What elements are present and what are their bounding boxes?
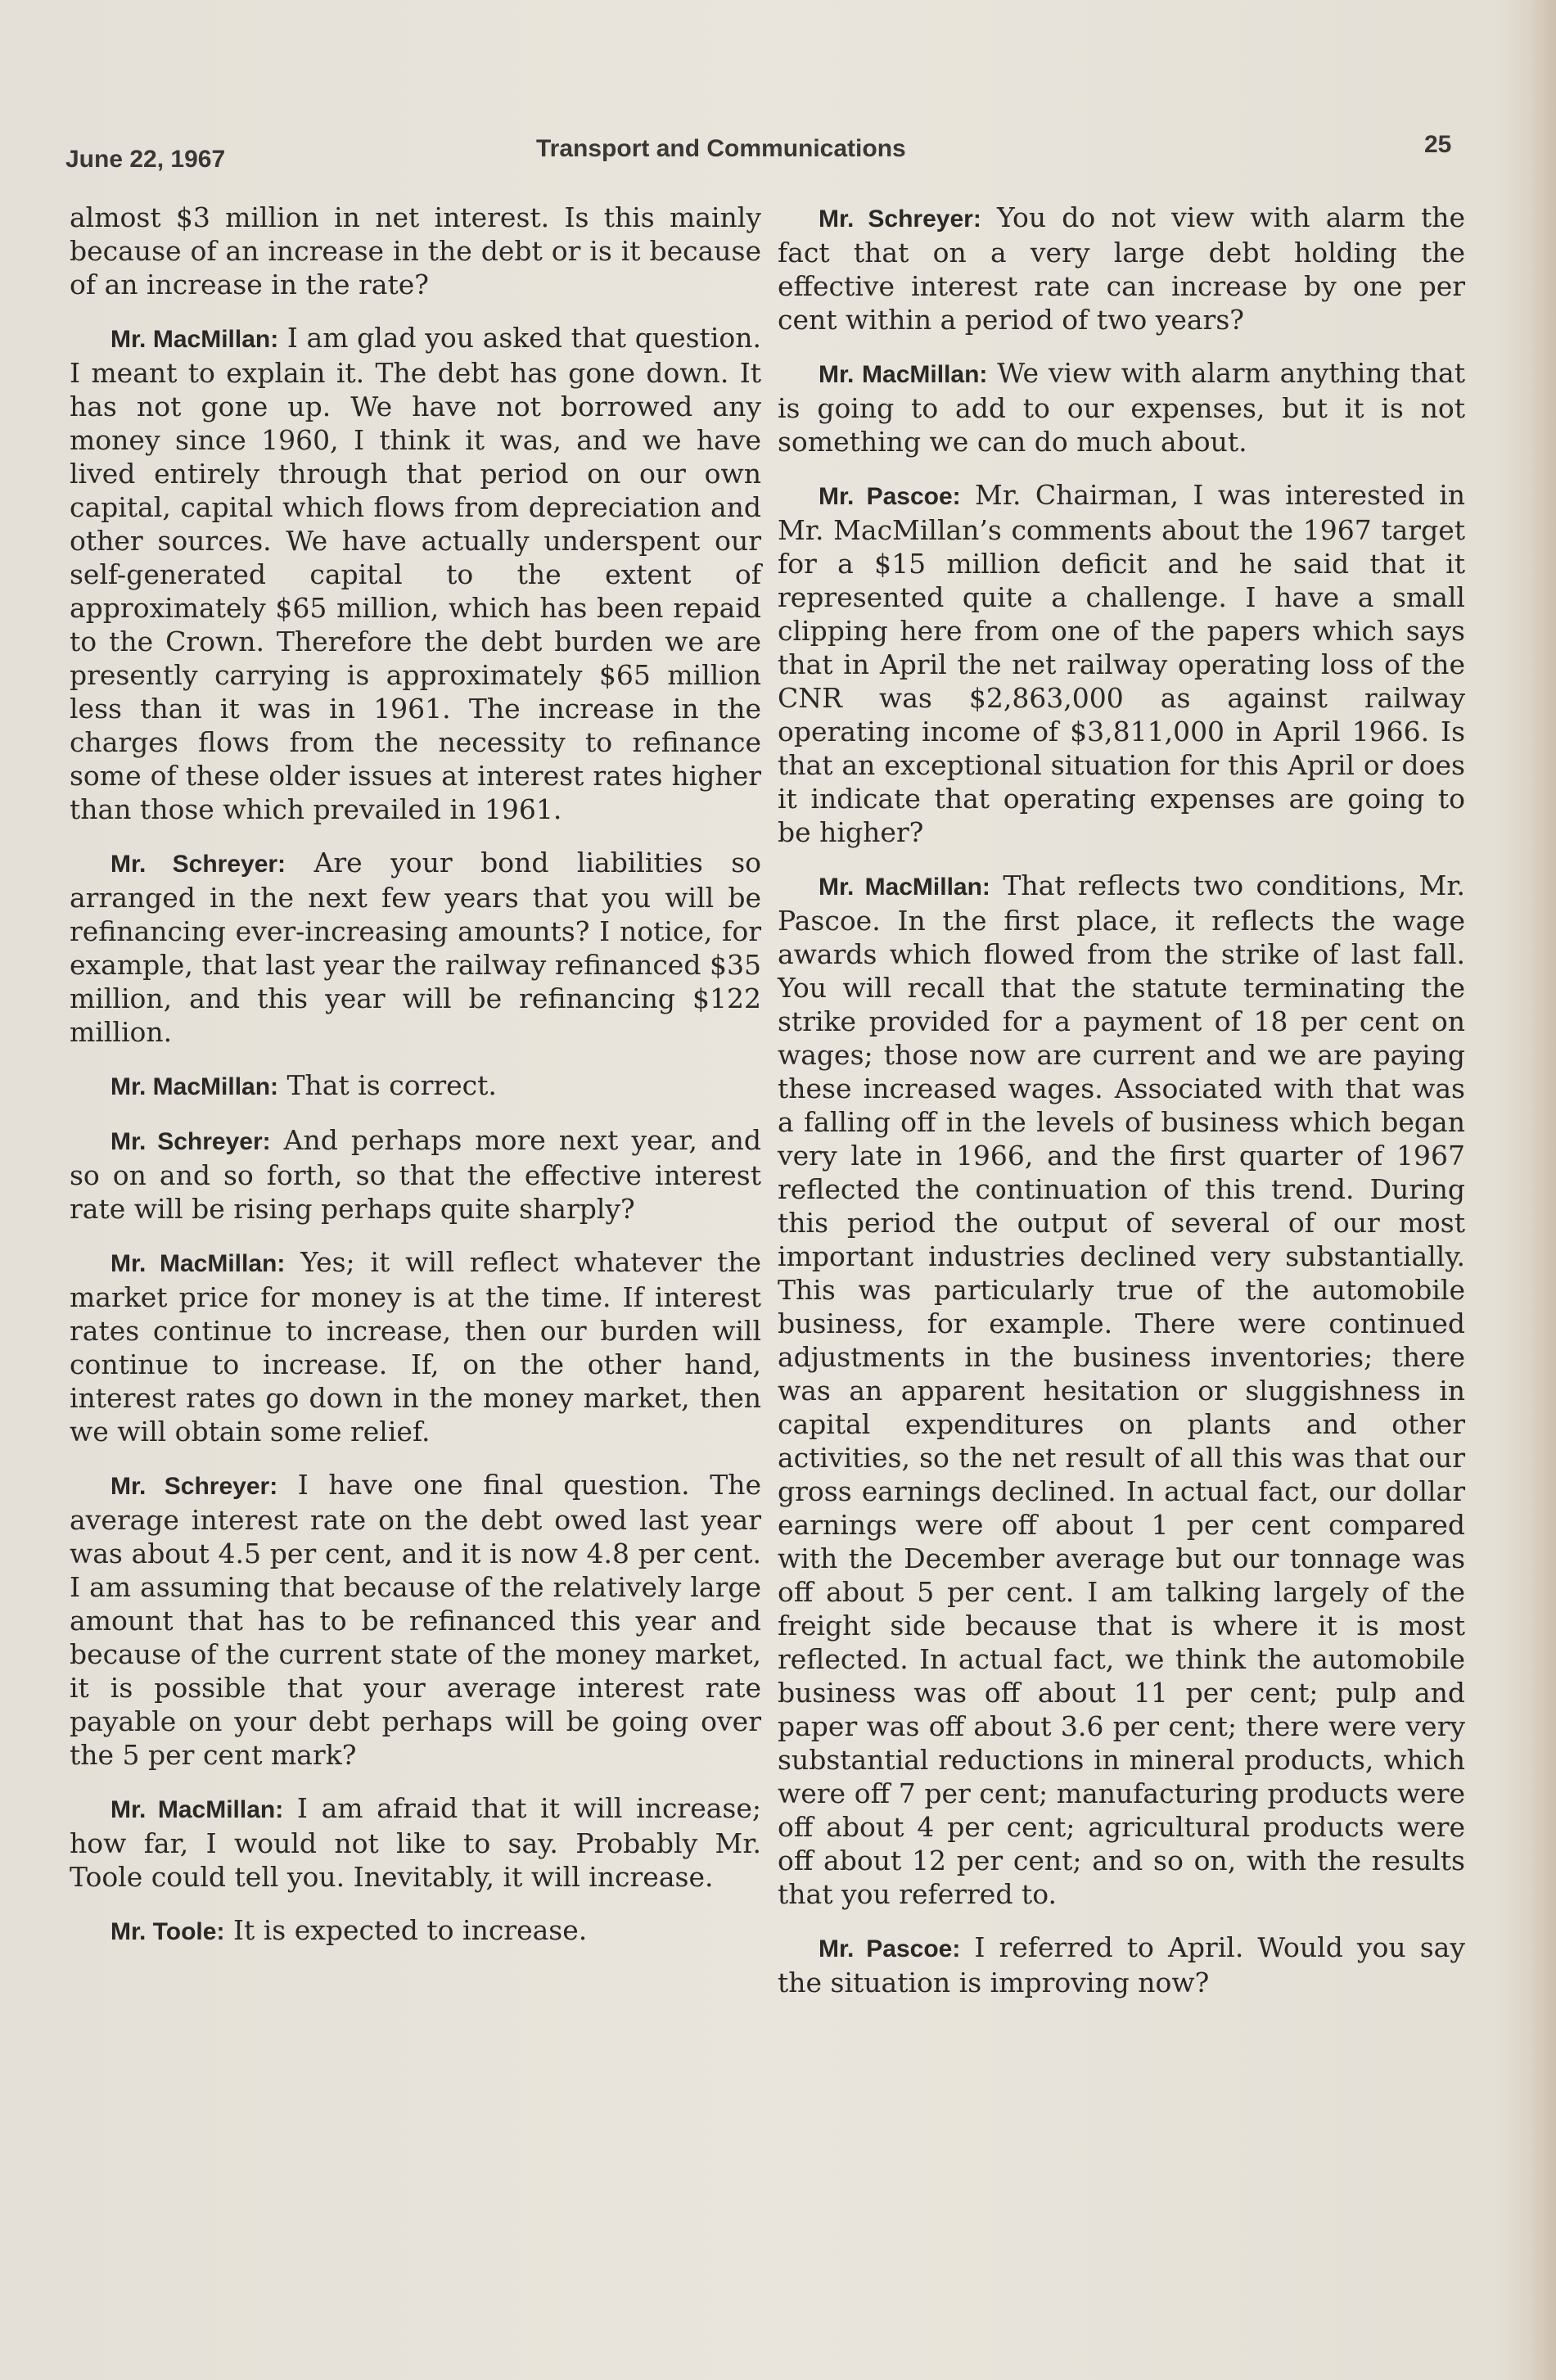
paragraph [778,201,1465,336]
paragraph-text: You do not view with alarm the fact that on a very large debt holding the effective interest rate can increase by one per cent within a period of two years? [778,201,1465,336]
paragraph [778,356,1465,458]
paragraph [70,321,761,826]
paragraph [70,1791,761,1894]
speaker-name: Mr. MacMillan: [110,1250,286,1277]
paragraph [70,846,761,1049]
paragraph [778,1931,1465,1999]
left-column [70,201,761,1968]
speaker-name: Mr. Toole: [110,1918,225,1945]
speaker-name: Mr. MacMillan: [819,874,990,901]
paragraph-text: Yes; it will reflect whatever the market price for money is at the time. If interest rates continue to increase, then our burden will continue to increase. If, on the other hand, interest rates go down in the money market, then we will obtain some relief. [70,1246,761,1447]
page-edge-shadow [1499,0,1556,2380]
header-date: June 22, 1967 [65,146,226,173]
paragraph [778,478,1465,849]
paragraph-text: I have one final question. The average interest rate on the debt owed last year was about 4.5 per cent, and it is now 4.8 per cent. I am assuming that because of the relatively large amount that has to be refinanced this year and because of the current state of the money market, it is possible that your average interest rate payable on your debt perhaps will be going over the 5 per cent mark? [70,1469,761,1771]
speaker-name: Mr. Schreyer: [110,851,286,878]
paragraph-text: We view with alarm anything that is going to add to our expenses, but it is not something we can do much about. [778,357,1465,458]
speaker-name: Mr. MacMillan: [819,361,988,388]
paragraph [70,201,761,301]
paragraph-text: That reflects two conditions, Mr. Pascoe. In the first place, it reflects the wage awards which flowed from the strike of last fall. You will recall that the statute terminating the strike provided for a payment of 18 per cent on wages; those now are current and we are paying these increased wages. Associated with that was a falling off in the levels of business which began very late in 1966, and the first quarter of 1967 reflected the continuation of this trend. During this period the output of several of our most important industries declined very substantially. This was particularly true of the automobile business, for example. There were continued adjustments in the business inventories; there was an apparent hesitation or sluggishness in capital expenditures on plants and other activities, so the net result of all this was that our gross earnings declined. In actual fact, our dollar earnings were off about 1 per cent compared with the December average but our tonnage was off about 5 per cent. I am talking largely of the freight side because that is where it is most reflected. In actual fact, we think the automobile business was off about 11 per cent; pulp and paper was off about 3.6 per cent; there were very substantial reductions in mineral products, which were off 7 per cent; manufacturing products were off about 4 per cent; agricultural products were off about 12 per cent; and so on, with the results that you referred to. [778,869,1465,1910]
running-header [65,131,1457,172]
paragraph-text: I am glad you asked that question. I meant to explain it. The debt has gone down. It has not gone up. We have not borrowed any money since 1960, I think it was, and we have lived entirely through that period on our own capital, capital which flows from depreciation and other sources. We have actually underspent our self-generated capital to the extent of approximately $65 million, which has been repaid to the Crown. Therefore the debt burden we are presently carrying is approximately $65 million less than it was in 1961. The increase in the charges flows from the necessity to refinance some of these older issues at interest rates higher than those which prevailed in 1961. [70,322,761,825]
paragraph-text: That is correct. [286,1069,497,1101]
paragraph-text: It is expected to increase. [232,1914,588,1946]
paragraph [70,1245,761,1448]
paragraph-text: I am afraid that it will increase; how far, I would not like to say. Probably Mr. Toole could tell you. Inevitably, it will increase. [70,1792,761,1893]
paragraph [70,1068,761,1104]
speaker-name: Mr. MacMillan: [110,1073,279,1100]
paragraph [70,1913,761,1949]
paragraph [778,869,1465,1911]
speaker-name: Mr. Pascoe: [819,483,961,510]
paragraph-text: Mr. Chairman, I was interested in Mr. MacMillan’s comments about the 1967 target for a $15 million deficit and he said that it represented quite a challenge. I have a small clipping here from one of the papers which says that in April the net railway operating loss of the CNR was $2,863,000 as against railway operating income of $3,811,000 in April 1966. Is that an exceptional situation for this April or does it indicate that operating expenses are going to be higher? [778,479,1466,848]
paragraph-text: Are your bond liabilities so arranged in the next few years that you will be refinancing ever-increasing amounts? I notice, for example, that last year the railway refinanced $35 million, and this year will be refinancing $122 million. [70,847,762,1048]
right-column [778,201,1465,2019]
header-title: Transport and Communications [536,135,906,162]
paragraph-text: And perhaps more next year, and so on and so forth, so that the effective interest rate will be rising perhaps quite sharply? [70,1124,761,1225]
speaker-name: Mr. Schreyer: [110,1473,278,1500]
paragraph [70,1123,761,1226]
page-number: 25 [1424,131,1452,158]
speaker-name: Mr. Schreyer: [819,205,981,233]
speaker-name: Mr. MacMillan: [110,1796,284,1823]
speaker-name: Mr. Schreyer: [110,1128,271,1155]
paragraph-text: I referred to April. Would you say the situation is improving now? [778,1931,1465,1998]
paragraph-text: almost $3 million in net interest. Is this mainly because of an increase in the debt or is it because of an increase in the rate? [70,201,761,300]
speaker-name: Mr. Pascoe: [819,1935,961,1962]
speaker-name: Mr. MacMillan: [110,326,279,353]
paragraph [70,1468,761,1772]
